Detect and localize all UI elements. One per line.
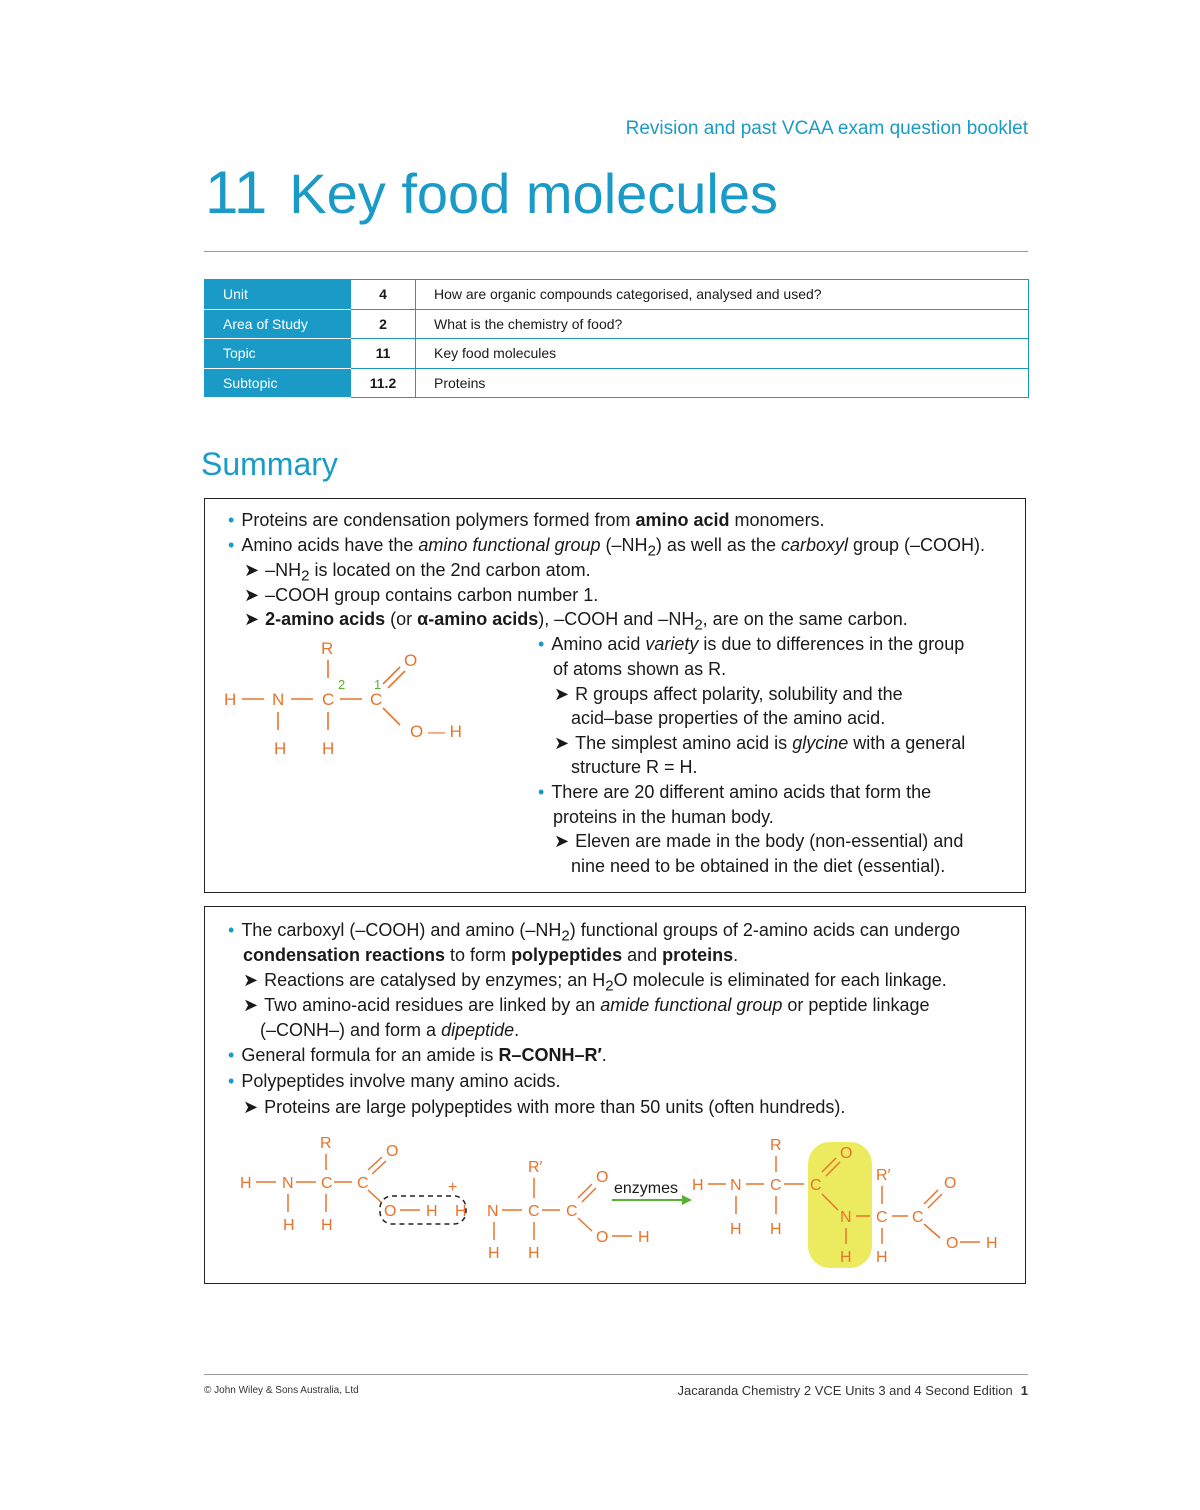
hydrogen-label: H — [638, 1229, 650, 1246]
carbon-number-2: 2 — [338, 677, 346, 692]
sub-bullet-line: ➤ –COOH group contains carbon number 1. — [244, 585, 599, 605]
table-label: Topic — [205, 339, 351, 369]
hydrogen-label: H — [692, 1177, 704, 1194]
table-text: How are organic compounds categorised, analysed and used? — [416, 280, 1029, 310]
table-number: 11.2 — [351, 368, 416, 398]
carbon-label: C — [357, 1175, 369, 1192]
continuation-line: of atoms shown as R. — [553, 659, 727, 679]
oxygen-label: O — [946, 1235, 959, 1252]
table-text: Proteins — [416, 368, 1029, 398]
carbon-label: C — [528, 1203, 540, 1220]
hydrogen-label: H — [455, 1203, 467, 1220]
bullet-line: • General formula for an amide is R–CONH–R′. — [228, 1045, 607, 1065]
carbon-number-1: 1 — [374, 677, 382, 692]
carbon-1-label: C — [370, 690, 383, 709]
hydrogen-label: H — [274, 739, 287, 758]
carbon-label: C — [321, 1175, 333, 1192]
topic-title: Key food molecules — [289, 162, 779, 225]
hydrogen-label: H — [321, 1217, 333, 1234]
carbon-label: C — [912, 1209, 924, 1226]
nitrogen-label: N — [272, 690, 285, 709]
r-prime-label: R′ — [876, 1167, 891, 1184]
hydrogen-label: H — [528, 1245, 540, 1262]
nitrogen-label: N — [487, 1203, 499, 1220]
hydrogen-label: H — [322, 739, 335, 758]
page-number: 1 — [1020, 1383, 1028, 1398]
bullet-line: • Amino acids have the amino functional group $(-NH_2)$ as well as the carboxyl group (–COOH). — [228, 535, 986, 560]
continuation-line: condensation reactions to form polypeptides and proteins. — [243, 945, 739, 965]
oxygen-label: O — [384, 1203, 397, 1220]
table-row — [205, 280, 1029, 310]
r-group-label: R — [320, 1135, 332, 1152]
hydrogen-label: H — [986, 1235, 998, 1252]
table-label: Unit — [205, 280, 351, 310]
hydrogen-label: H — [488, 1245, 500, 1262]
sub-bullet-line: ➤ Reactions are catalysed by enzymes; an $H_2O$ molecule is eliminated for each linkage. — [243, 970, 947, 995]
oxygen-label: O — [596, 1169, 609, 1186]
footer-rule — [204, 1374, 1028, 1375]
bullet-line: • Proteins are condensation polymers formed from amino acid monomers. — [228, 510, 825, 530]
plus-sign: + — [448, 1179, 458, 1196]
sub-bullet-line: ➤ Proteins are large polypeptides with more than 50 units (often hundreds). — [243, 1097, 846, 1117]
table-row — [205, 309, 1029, 339]
carbon-label: C — [770, 1177, 782, 1194]
sub-bullet-line: ➤ Eleven are made in the body (non-essential) and — [554, 831, 964, 851]
table-label: Subtopic — [205, 368, 351, 398]
oxygen-label: O — [404, 651, 418, 670]
nitrogen-label: N — [730, 1177, 742, 1194]
amino-acid-structure — [216, 636, 496, 766]
copyright: © John Wiley & Sons Australia, Ltd — [204, 1385, 359, 1396]
footer-book: Jacaranda Chemistry 2 VCE Units 3 and 4 Second Edition 1 — [677, 1383, 1028, 1398]
oxygen-label: O — [944, 1175, 957, 1192]
sub-bullet-line: ➤ R groups affect polarity, solubility and the — [554, 684, 903, 704]
nitrogen-label: N — [282, 1175, 294, 1192]
oxygen-label: O — [386, 1143, 399, 1160]
carbon-label: C — [566, 1203, 578, 1220]
r-prime-label: R′ — [528, 1159, 543, 1176]
continuation-line: (–CONH–) and form a dipeptide. — [260, 1020, 520, 1040]
table-row — [205, 339, 1029, 369]
table-text: What is the chemistry of food? — [416, 309, 1029, 339]
sub-bullet-line: ➤ The simplest amino acid is glycine with a general — [554, 733, 966, 753]
hydrogen-label: H — [240, 1175, 252, 1192]
hydroxyl-label: O — H — [410, 722, 462, 741]
hydrogen-label: H — [840, 1249, 852, 1266]
oxygen-label: O — [596, 1229, 609, 1246]
carbon-label: C — [810, 1177, 822, 1194]
sub-bullet-line: ➤ Two amino-acid residues are linked by an amide functional group or peptide linkage — [243, 995, 930, 1015]
arrow-head-icon — [682, 1195, 692, 1205]
nitrogen-label: N — [840, 1209, 852, 1226]
continuation-line: nine need to be obtained in the diet (essential). — [571, 856, 946, 876]
table-number: 11 — [351, 339, 416, 369]
table-row — [205, 368, 1029, 398]
continuation-line: acid–base properties of the amino acid. — [571, 708, 886, 728]
enzymes-label: enzymes — [614, 1180, 679, 1197]
booklet-title: Revision and past VCAA exam question booklet — [625, 118, 1028, 139]
topic-number: 11 — [205, 159, 268, 226]
bullet-line: • The carboxyl (–COOH) and amino $(-NH_2)$ functional groups of 2-amino acids can undergo — [228, 920, 960, 945]
r-group-label: R — [770, 1137, 782, 1154]
oxygen-label: O — [840, 1145, 853, 1162]
hydrogen-label: H — [770, 1221, 782, 1238]
table-label: Area of Study — [205, 309, 351, 339]
carbon-2-label: C — [322, 690, 335, 709]
continuation-line: proteins in the human body. — [553, 807, 774, 827]
hydrogen-label: H — [730, 1221, 742, 1238]
sub-bullet-line: ➤ $-NH_2$ is located on the 2nd carbon atom. — [244, 560, 591, 585]
table-number: 2 — [351, 309, 416, 339]
carbon-label: C — [876, 1209, 888, 1226]
bullet-line: • There are 20 different amino acids that form the — [538, 782, 932, 802]
bullet-line: • Polypeptides involve many amino acids. — [228, 1071, 561, 1091]
hydrogen-label: H — [426, 1203, 438, 1220]
hydrogen-label: H — [224, 690, 237, 709]
table-number: 4 — [351, 280, 416, 310]
title-rule — [204, 251, 1028, 252]
continuation-line: structure R = H. — [571, 757, 698, 777]
info-table — [204, 279, 1029, 398]
sub-bullet-line: ➤ 2-amino acids (or α-amino acids), –COOH and $-NH_2$, are on the same carbon. — [244, 609, 908, 634]
page-title — [205, 158, 778, 227]
summary-heading: Summary — [201, 446, 338, 482]
bullet-line: • Amino acid variety is due to differences in the group — [538, 634, 965, 654]
table-text: Key food molecules — [416, 339, 1029, 369]
hydrogen-label: H — [876, 1249, 888, 1266]
condensation-reaction-diagram — [230, 1130, 1010, 1270]
r-group-label: R — [321, 639, 334, 658]
hydrogen-label: H — [283, 1217, 295, 1234]
